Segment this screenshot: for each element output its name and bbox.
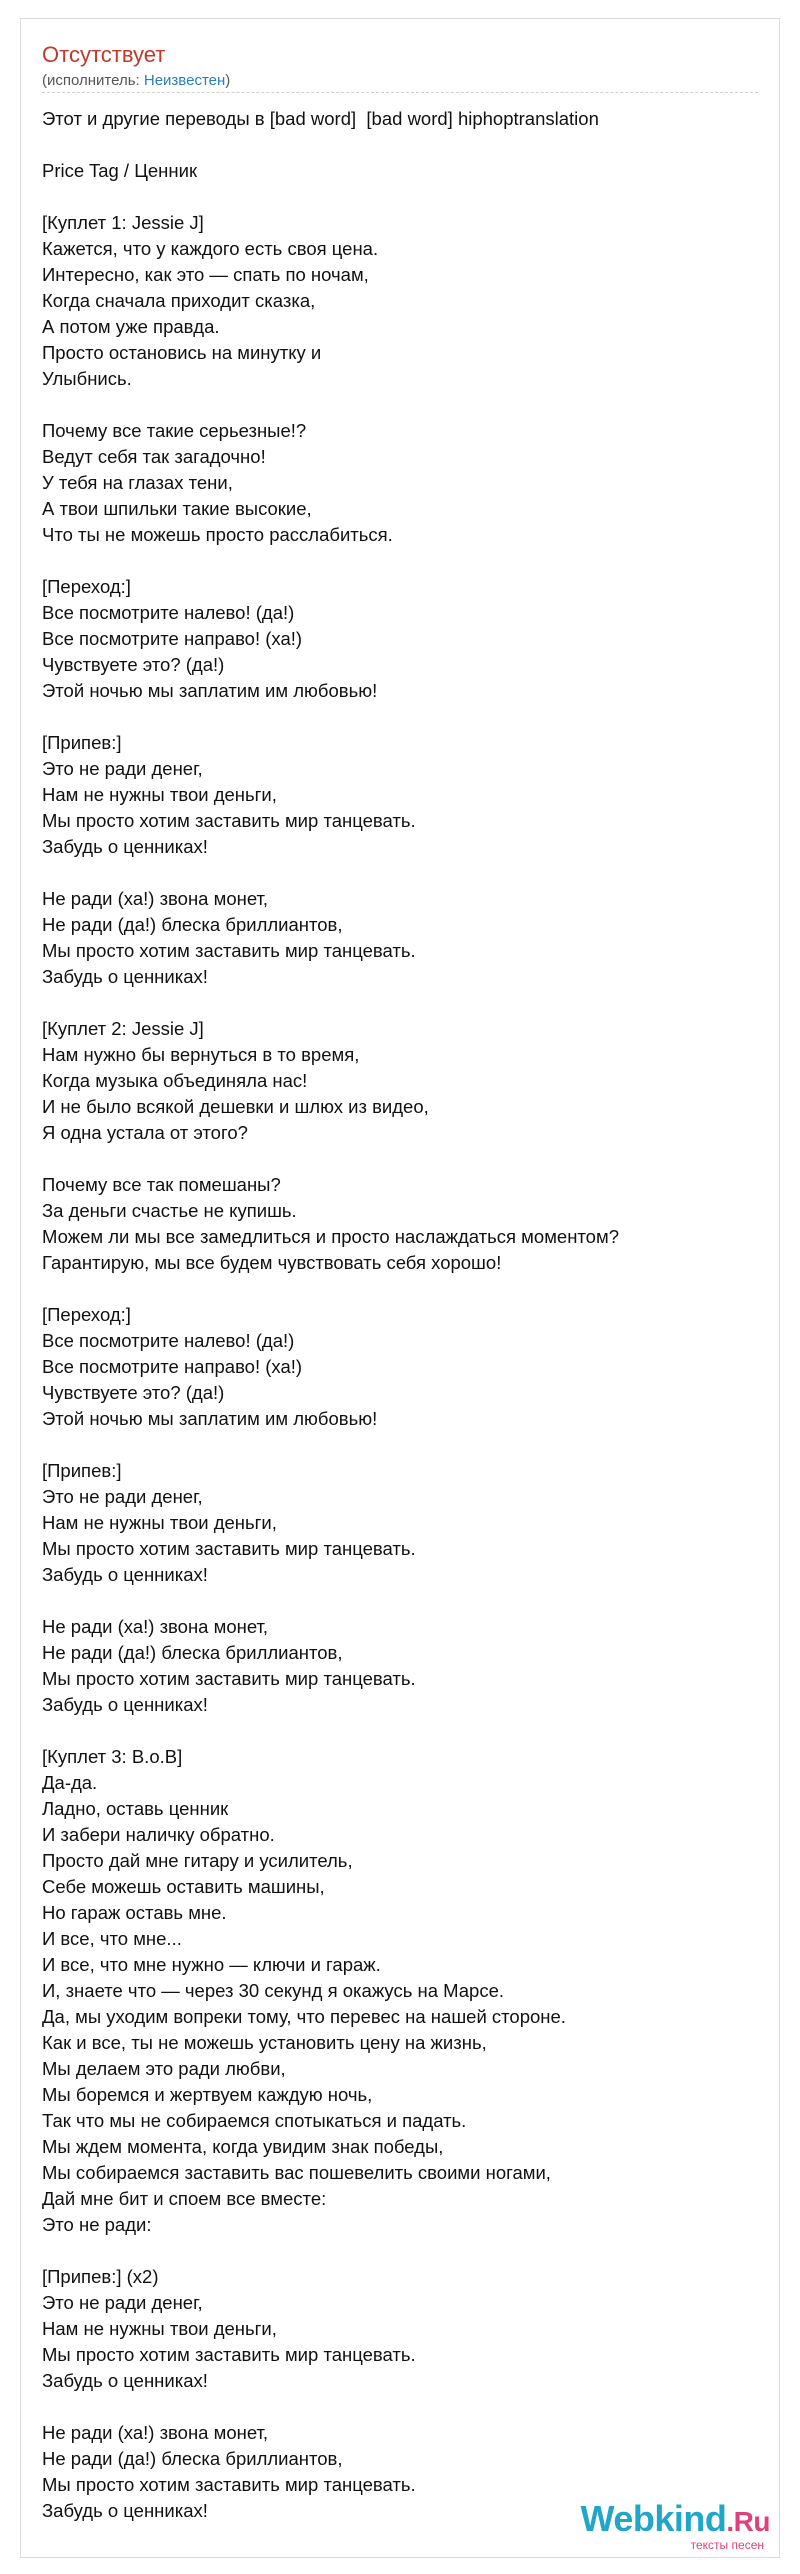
song-title: Отсутствует [42,42,166,67]
logo-tagline: тексты песен [690,2538,764,2552]
site-logo[interactable] [580,2498,770,2552]
logo-wordmark [580,2498,770,2540]
header-divider [42,92,758,93]
logo-main-text: Webkind [580,2498,727,2539]
logo-tld: .Ru [726,2506,770,2537]
lyrics-text: Этот и другие переводы в [bad word] [bad word] hiphoptranslation Price Tag / Ценник [Куплет 1: Jessie J] Кажется, что у каждого есть своя цена. Интересно, как это — спать по ночам, Когда сначала приходит сказка, А потом уже правда. Просто остановись на минутку и Улыбнись. Почему все такие серьезные!? Ведут себя так загадочно! У тебя на глазах тени, А твои шпильки такие высокие, Что ты не можешь просто расслабиться. [Переход:] Все посмотрите налево! (да!) Все посмотрите направо! (ха!) Чувствуете это? (да!) Этой ночью мы заплатим им любовью! [Припев:] Это не ради денег, Нам не нужны твои деньги, Мы просто хотим заставить мир танцевать. Забудь о ценниках! Не ради (ха!) звона монет, Не ради (да!) блеска бриллиантов, Мы просто хотим заставить мир танцевать. Забудь о ценниках! [Куплет 2: Jessie J] Нам нужно бы вернуться в то время, Когда музыка объединяла нас! И не было всякой дешевки и шлюх из видео, Я одна устала от этого? Почему все так помешаны? За деньги счастье не купишь. Можем ли мы все замедлиться и просто наслаждаться моментом? Гарантирую, мы все будем чувствовать себя хорошо! [Переход:] Все посмотрите налево! (да!) Все посмотрите направо! (ха!) Чувствуете это? (да!) Этой ночью мы заплатим им любовью! [Припев:] Это не ради денег, Нам не нужны твои деньги, Мы просто хотим заставить мир танцевать. Забудь о ценниках! Не ради (ха!) звона монет, Не ради (да!) блеска бриллиантов, Мы просто хотим заставить мир танцевать. Забудь о ценниках! [Куплет 3: B.o.B] Да-да. Ладно, оставь ценник И забери наличку обратно. Просто дай мне гитару и усилитель, Себе можешь оставить машины, Но гараж оставь мне. И все, что мне... И все, что мне нужно — ключи и гараж. И, знаете что — через 30 секунд я окажусь на Марсе. Да, мы уходим вопреки тому, что перевес на нашей стороне. Как и все, ты не можешь установить цену на жизнь, Мы делаем это ради любви, Мы боремся и жертвуем каждую ночь, Так что мы не собираемся спотыкаться и падать. Мы ждем момента, когда увидим знак победы, Мы собираемся заставить вас пошевелить своими ногами, Дай мне бит и споем все вместе: Это не ради: [Припев:] (x2) Это не ради денег, Нам не нужны твои деньги, Мы просто хотим заставить мир танцевать. Забудь о ценниках! Не ради (ха!) звона монет, Не ради (да!) блеска бриллиантов, Мы просто хотим заставить мир танцевать. Забудь о ценниках! [42,108,619,2521]
artist-link[interactable]: Неизвестен [143,72,226,89]
artist-prefix: (исполнитель: [42,72,144,89]
artist-line [42,72,230,89]
artist-suffix: ) [225,72,231,89]
